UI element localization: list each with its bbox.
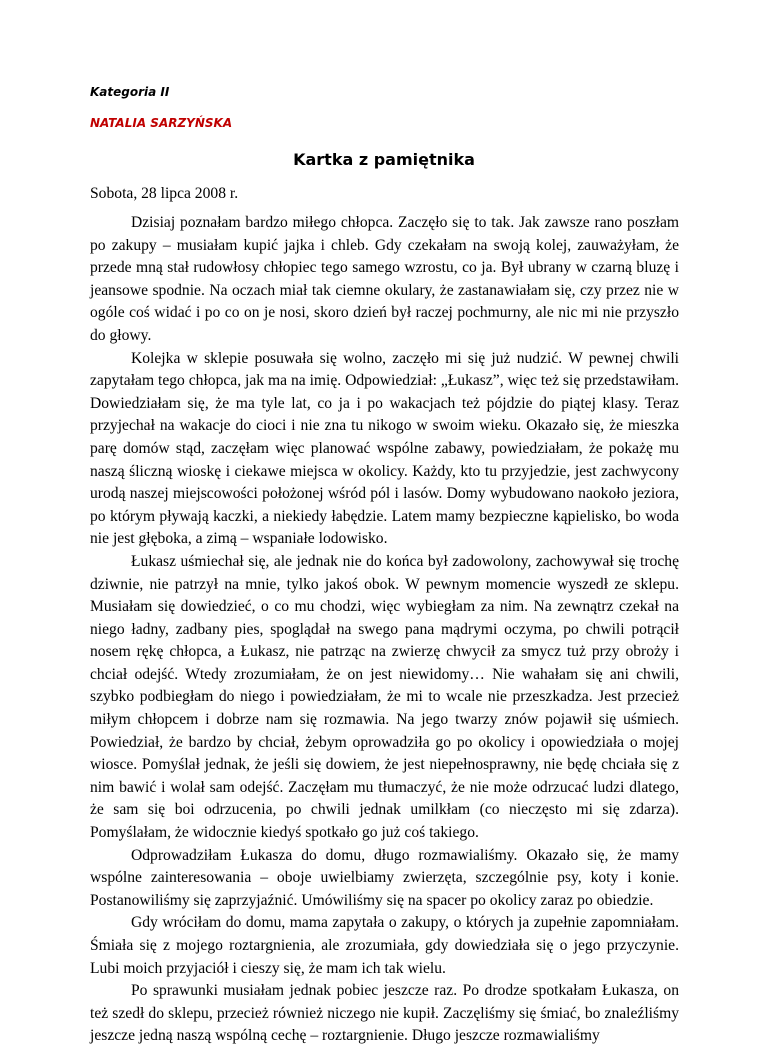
paragraph: Odprowadziłam Łukasza do domu, długo rozmawialiśmy. Okazało się, że mamy wspólne zainteresowania – oboje uwielbiamy zwierzęta, szczególnie psy, koty i konie. Postanowiliśmy się zaprzyjaźnić. Umówiliśmy się na spacer po okolicy zaraz po obiedzie. — [90, 846, 679, 909]
paragraph: Po sprawunki musiałam jednak pobiec jeszcze raz. Po drodze spotkałam Łukasza, on też szedł do sklepu, przecież również niczego nie kupił. Zaczęliśmy się śmiać, bo znaleźliśmy jeszcze jedną naszą wspólną cechę – roztargnienie. Długo jeszcze rozmawialiśmy — [90, 982, 679, 1045]
paragraph: Łukasz uśmiechał się, ale jednak nie do końca był zadowolony, zachowywał się trochę dziwnie, nie patrzył na mnie, tylko jakoś obok. W pewnym momencie wyszedł ze sklepu. Musiałam się dowiedzieć, o co mu chodzi, więc wybiegłam za nim. Na zewnątrz czekał na niego ładny, zadbany pies, spoglądał na swego pana mądrymi oczyma, po chwili potrącił nosem rękę chłopca, a Łukasz, nie patrząc na zwierzę chwycił za smycz tuż przy obroży i chciał odejść. Wtedy zrozumiałam, że on jest niewidomy… Nie wahałam się ani chwili, szybko podbiegłam do niego i powiedziałam, że mi to wcale nie przeszkadza. Jest przecież miłym chłopcem i dobrze nam się rozmawia. Na jego twarzy znów pojawił się uśmiech. Powiedział, że bardzo by chciał, żebym oprowadziła go po okolicy i opowiedziała o mojej wiosce. Pomyślał jednak, że jeśli się dowiem, że jest niepełnosprawny, nie będę chciała się z nim bawić i wolał sam odejść. Zaczęłam mu tłumaczyć, że nie może odrzucać ludzi dlatego, że sam się boi odrzucenia, po chwili jednak umilkłam (co nieczęsto mi się zdarza). Pomyślałam, że widocznie kiedyś spotkało go już coś takiego. — [90, 552, 679, 842]
entry-date: Sobota, 28 lipca 2008 r. — [90, 185, 239, 202]
paragraph: Gdy wróciłam do domu, mama zapytała o zakupy, o których ja zupełnie zapomniałam. Śmiała się z mojego roztargnienia, ale zrozumiała, gdy dowiedziała się o jego przyczynie. Lubi moich przyjaciół i cieszy się, że mam ich tak wielu. — [90, 914, 679, 977]
author-name: NATALIA SARZYŃSKA — [90, 116, 233, 130]
paragraph: Kolejka w sklepie posuwała się wolno, zaczęło mi się już nudzić. W pewnej chwili zapytałam tego chłopca, jak ma na imię. Odpowiedział: „Łukasz”, więc też się przedstawiłam. Dowiedziałam się, że ma tyle lat, co ja i po wakacjach też pójdzie do piątej klasy. Teraz przyjechał na wakacje do cioci i nie zna tu nikogo w swoim wieku. Okazało się, że mieszka parę domów stąd, zaczęłam więc planować wspólne zabawy, powiedziałam, że pokażę mu naszą śliczną wioskę i ciekawe miejsca w okolicy. Każdy, kto tu przyjedzie, jest zachwycony urodą naszej miejscowości położonej wśród pól i lasów. Domy wybudowano naokoło jeziora, po którym pływają kaczki, a niekiedy łabędzie. Latem mamy bezpieczne kąpielisko, bo woda nie jest głęboka, a zimą – wspaniałe lodowisko. — [90, 349, 679, 548]
diary-body — [90, 212, 679, 1048]
page-title: Kartka z pamiętnika — [293, 150, 475, 169]
paragraph: Dzisiaj poznałam bardzo miłego chłopca. Zaczęło się to tak. Jak zawsze rano poszłam po zakupy – musiałam kupić jajka i chleb. Gdy czekałam na swoją kolej, zauważyłam, że przede mną stał rudowłosy chłopiec tego samego wzrostu, co ja. Był ubrany w czarną bluzę i jeansowe spodnie. Na oczach miał tak ciemne okulary, że zastanawiałam się, czy przez nie w ogóle coś widać i po co on je nosi, skoro dzień był raczej pochmurny, ale nic mi nie przyszło do głowy. — [90, 214, 679, 344]
category-label: Kategoria II — [90, 85, 170, 99]
